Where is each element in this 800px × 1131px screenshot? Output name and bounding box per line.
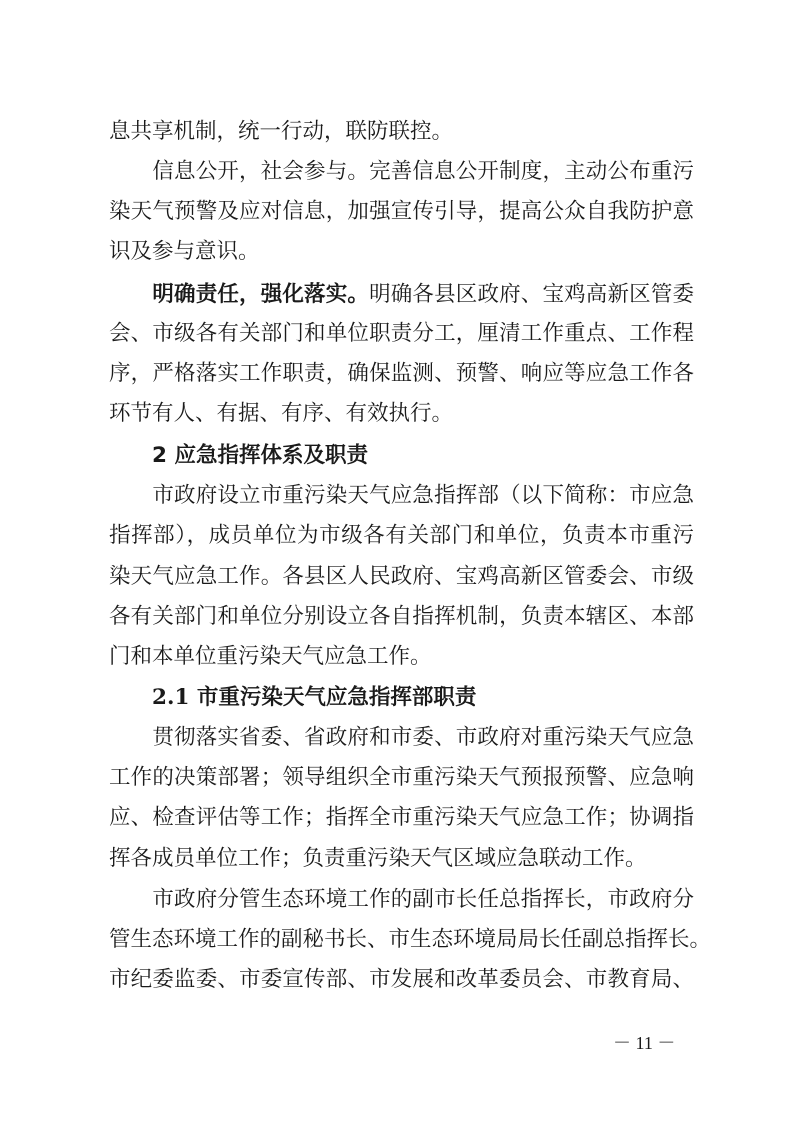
paragraph-line: 会、市级各有关部门和单位职责分工，厘清工作重点、工作程 <box>109 321 694 346</box>
paragraph-line: 各有关部门和单位分别设立各自指挥机制，负责本辖区、本部 <box>109 604 694 629</box>
paragraph-line: 染天气预警及应对信息，加强宣传引导，提高公众自我防护意 <box>109 199 694 224</box>
paragraph-line: 市政府设立市重污染天气应急指挥部（以下简称：市应急 <box>109 483 694 508</box>
paragraph-line: 工作的决策部署；领导组织全市重污染天气预报预警、应急响 <box>109 765 694 790</box>
subsection-heading: 2.1 市重污染天气应急指挥部职责 <box>109 685 477 710</box>
paragraph-line: 管生态环境工作的副秘书长、市生态环境局局长任副总指挥长。 <box>109 927 712 952</box>
paragraph-line <box>109 275 694 315</box>
paragraph-text: 明确各县区政府、宝鸡高新区管委 <box>369 282 694 307</box>
paragraph-line: 识及参与意识。 <box>109 239 260 264</box>
bold-lead-text: 明确责任，强化落实。 <box>109 282 370 307</box>
page-number: － 11 － <box>613 1033 676 1053</box>
paragraph-line: 信息公开，社会参与。完善信息公开制度，主动公布重污 <box>109 159 694 184</box>
paragraph-line: 市政府分管生态环境工作的副市长任总指挥长，市政府分 <box>109 887 694 912</box>
paragraph-line: 市纪委监委、市委宣传部、市发展和改革委员会、市教育局、 <box>109 967 694 992</box>
paragraph-line: 门和本单位重污染天气应急工作。 <box>109 644 432 669</box>
paragraph-line: 挥各成员单位工作；负责重污染天气区域应急联动工作。 <box>109 846 647 871</box>
paragraph-line: 应、检查评估等工作；指挥全市重污染天气应急工作；协调指 <box>109 805 694 830</box>
paragraph-line: 指挥部），成员单位为市级各有关部门和单位，负责本市重污 <box>109 523 694 548</box>
paragraph-line: 序，严格落实工作职责，确保监测、预警、响应等应急工作各 <box>109 361 694 386</box>
paragraph-line: 息共享机制，统一行动，联防联控。 <box>109 119 454 144</box>
paragraph-line: 贯彻落实省委、省政府和市委、市政府对重污染天气应急 <box>109 725 694 750</box>
paragraph-line: 环节有人、有据、有序、有效执行。 <box>109 401 454 426</box>
section-heading: 2 应急指挥体系及职责 <box>109 443 368 468</box>
paragraph-line: 染天气应急工作。各县区人民政府、宝鸡高新区管委会、市级 <box>109 564 694 589</box>
